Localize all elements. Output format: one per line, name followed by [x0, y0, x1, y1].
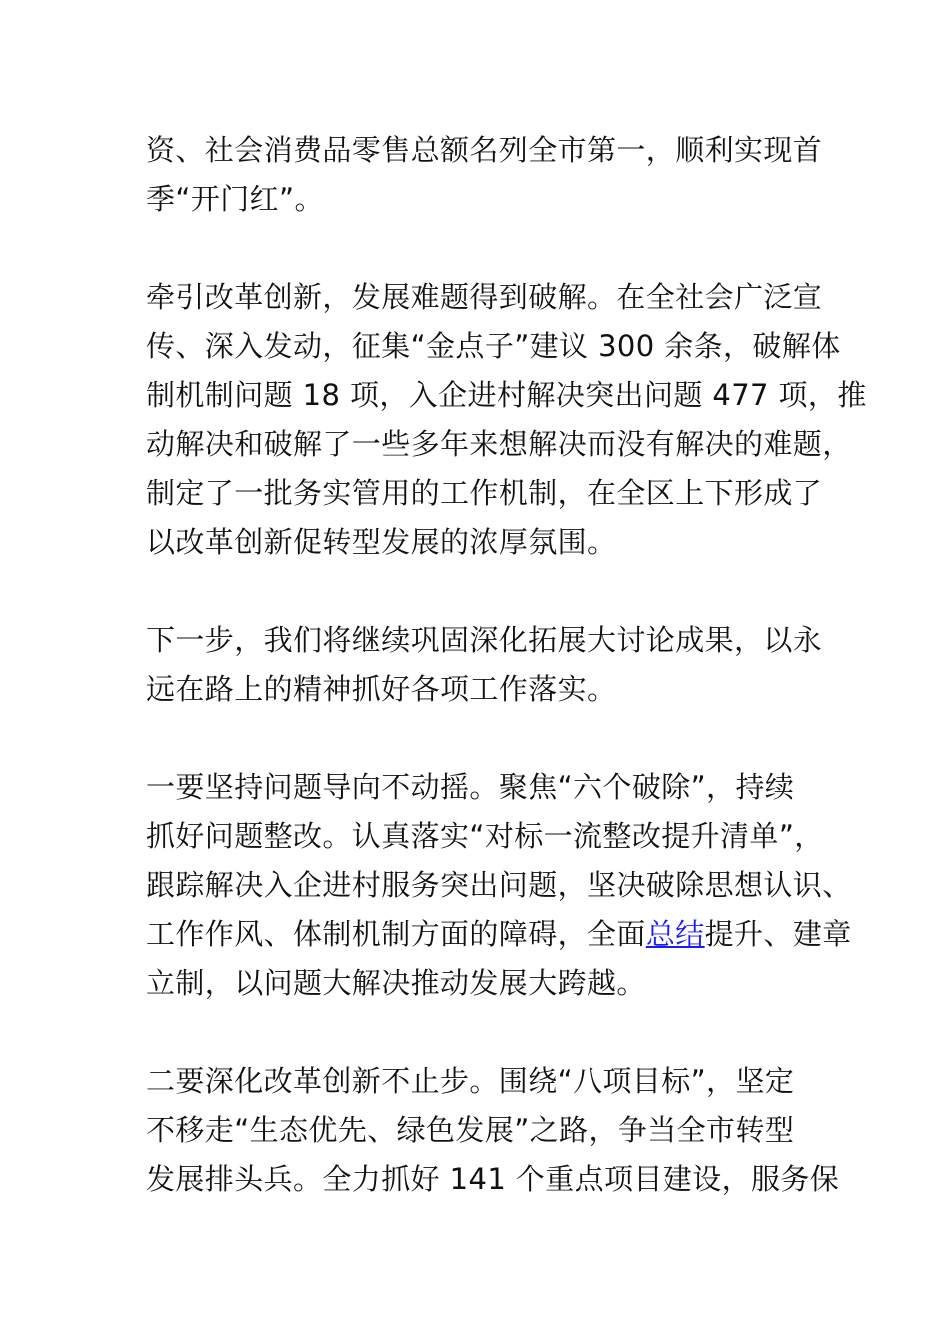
text-line: 二要深化改革创新不止步。围绕“八项目标”，坚定 [146, 1064, 795, 1098]
text-line: 传、深入发动，征集“金点子”建议 300 余条，破解体 [146, 329, 841, 363]
text-line: 牵引改革创新，发展难题得到破解。在全社会广泛宣 [146, 280, 823, 314]
paragraph-next-steps [146, 616, 822, 714]
text-line: 制机制问题 18 项，入企进村解决突出问题 477 项，推 [146, 378, 867, 412]
text-line: 下一步，我们将继续巩固深化拓展大讨论成果，以永 [146, 623, 823, 657]
text-line: 以改革创新促转型发展的浓厚氛围。 [146, 525, 617, 559]
text-segment: 工作作风、体制机制方面的障碍，全面 [146, 917, 646, 951]
text-line: 抓好问题整改。认真落实“对标一流整改提升清单”， [146, 819, 824, 853]
text-line: 不移走“生态优先、绿色发展”之路，争当全市转型 [146, 1113, 795, 1147]
text-line: 跟踪解决入企进村服务突出问题，坚决破除思想认识、 [146, 868, 852, 902]
document-page [146, 126, 867, 1253]
summary-link[interactable]: 总结 [645, 917, 705, 951]
text-line: 远在路上的精神抓好各项工作落实。 [146, 672, 617, 706]
text-line: 季“开门红”。 [146, 182, 324, 216]
text-line: 立制，以问题大解决推动发展大跨越。 [146, 966, 646, 1000]
text-line: 一要坚持问题导向不动摇。聚焦“六个破除”，持续 [146, 770, 795, 804]
paragraph-investment-summary [146, 126, 822, 224]
text-line: 动解决和破解了一些多年来想解决而没有解决的难题， [146, 427, 852, 461]
paragraph-reform-innovation [146, 273, 867, 567]
paragraph-problem-oriented [146, 763, 852, 1008]
text-line: 制定了一批务实管用的工作机制，在全区上下形成了 [146, 476, 823, 510]
text-line: 资、社会消费品零售总额名列全市第一，顺利实现首 [146, 133, 823, 167]
text-segment: 提升、建章 [704, 917, 852, 951]
text-line: 发展排头兵。全力抓好 141 个重点项目建设，服务保 [146, 1162, 840, 1196]
text-line-with-link [146, 910, 852, 959]
paragraph-deepen-reform [146, 1057, 840, 1204]
